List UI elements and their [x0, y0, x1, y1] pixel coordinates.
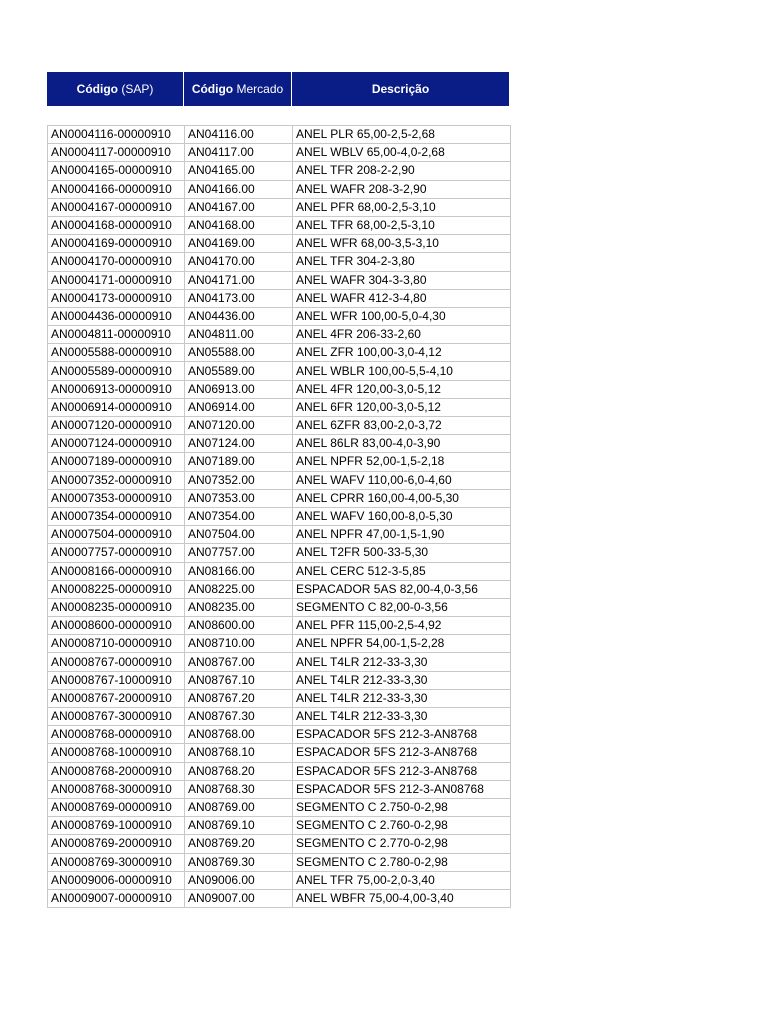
table-header — [47, 72, 509, 106]
cell-codigo-sap: AN0006914-00000910 — [48, 398, 185, 416]
cell-descricao: ANEL WAFV 160,00-8,0-5,30 — [293, 507, 511, 525]
cell-codigo-sap: AN0004116-00000910 — [48, 126, 185, 144]
cell-descricao: ANEL T4LR 212-33-3,30 — [293, 671, 511, 689]
table-row — [48, 398, 511, 416]
cell-codigo-mercado: AN04171.00 — [185, 271, 293, 289]
cell-codigo-mercado: AN08768.20 — [185, 762, 293, 780]
cell-codigo-mercado: AN08768.30 — [185, 780, 293, 798]
cell-codigo-sap: AN0008235-00000910 — [48, 598, 185, 616]
table-row — [48, 889, 511, 907]
cell-codigo-sap: AN0004170-00000910 — [48, 253, 185, 271]
cell-descricao: ANEL TFR 75,00-2,0-3,40 — [293, 871, 511, 889]
cell-codigo-mercado: AN08710.00 — [185, 635, 293, 653]
cell-descricao: ANEL WBLV 65,00-4,0-2,68 — [293, 144, 511, 162]
cell-codigo-mercado: AN08767.00 — [185, 653, 293, 671]
table-row — [48, 144, 511, 162]
cell-descricao: ANEL WFR 68,00-3,5-3,10 — [293, 235, 511, 253]
cell-codigo-mercado: AN08768.10 — [185, 744, 293, 762]
table-row — [48, 708, 511, 726]
cell-descricao: SEGMENTO C 2.780-0-2,98 — [293, 853, 511, 871]
cell-codigo-sap: AN0006913-00000910 — [48, 380, 185, 398]
cell-codigo-sap: AN0009006-00000910 — [48, 871, 185, 889]
cell-codigo-mercado: AN08166.00 — [185, 562, 293, 580]
table-row — [48, 744, 511, 762]
cell-codigo-mercado: AN07354.00 — [185, 507, 293, 525]
table-row — [48, 580, 511, 598]
cell-codigo-sap: AN0008225-00000910 — [48, 580, 185, 598]
cell-codigo-sap: AN0007120-00000910 — [48, 417, 185, 435]
cell-codigo-mercado: AN08769.20 — [185, 835, 293, 853]
cell-codigo-mercado: AN04116.00 — [185, 126, 293, 144]
cell-codigo-mercado: AN08769.10 — [185, 817, 293, 835]
cell-codigo-sap: AN0005588-00000910 — [48, 344, 185, 362]
table-row — [48, 180, 511, 198]
cell-codigo-sap: AN0007353-00000910 — [48, 489, 185, 507]
cell-codigo-mercado: AN04168.00 — [185, 216, 293, 234]
table-row — [48, 507, 511, 525]
cell-codigo-sap: AN0008769-30000910 — [48, 853, 185, 871]
cell-descricao: ANEL NPFR 47,00-1,5-1,90 — [293, 526, 511, 544]
cell-codigo-mercado: AN08769.30 — [185, 853, 293, 871]
cell-codigo-sap: AN0004168-00000910 — [48, 216, 185, 234]
cell-codigo-sap: AN0004117-00000910 — [48, 144, 185, 162]
table-row — [48, 817, 511, 835]
table-row — [48, 453, 511, 471]
cell-descricao: ANEL TFR 304-2-3,80 — [293, 253, 511, 271]
cell-codigo-sap: AN0007124-00000910 — [48, 435, 185, 453]
cell-codigo-mercado: AN08767.30 — [185, 708, 293, 726]
cell-descricao: ESPACADOR 5FS 212-3-AN08768 — [293, 780, 511, 798]
cell-codigo-sap: AN0007757-00000910 — [48, 544, 185, 562]
cell-codigo-mercado: AN08767.10 — [185, 671, 293, 689]
header-descricao: Descrição — [371, 82, 430, 96]
cell-codigo-mercado: AN08767.20 — [185, 689, 293, 707]
table-row — [48, 635, 511, 653]
table-row — [48, 289, 511, 307]
cell-codigo-sap: AN0004169-00000910 — [48, 235, 185, 253]
table-row — [48, 489, 511, 507]
cell-descricao: ANEL T4LR 212-33-3,30 — [293, 653, 511, 671]
cell-codigo-mercado: AN04165.00 — [185, 162, 293, 180]
cell-descricao: ANEL WAFR 304-3-3,80 — [293, 271, 511, 289]
table-row — [48, 216, 511, 234]
cell-codigo-sap: AN0008767-30000910 — [48, 708, 185, 726]
cell-codigo-mercado: AN08600.00 — [185, 617, 293, 635]
cell-codigo-sap: AN0007504-00000910 — [48, 526, 185, 544]
cell-codigo-mercado: AN04173.00 — [185, 289, 293, 307]
cell-codigo-mercado: AN08225.00 — [185, 580, 293, 598]
table-row — [48, 726, 511, 744]
cell-descricao: ANEL ZFR 100,00-3,0-4,12 — [293, 344, 511, 362]
cell-codigo-sap: AN0004173-00000910 — [48, 289, 185, 307]
cell-codigo-sap: AN0005589-00000910 — [48, 362, 185, 380]
cell-descricao: ANEL 86LR 83,00-4,0-3,90 — [293, 435, 511, 453]
cell-descricao: ANEL 6ZFR 83,00-2,0-3,72 — [293, 417, 511, 435]
parts-table-body — [48, 126, 511, 908]
cell-codigo-sap: AN0004171-00000910 — [48, 271, 185, 289]
table-row — [48, 617, 511, 635]
cell-descricao: SEGMENTO C 2.760-0-2,98 — [293, 817, 511, 835]
cell-codigo-mercado: AN07189.00 — [185, 453, 293, 471]
table-row — [48, 344, 511, 362]
cell-codigo-mercado: AN06913.00 — [185, 380, 293, 398]
cell-descricao: ANEL 6FR 120,00-3,0-5,12 — [293, 398, 511, 416]
cell-descricao: ANEL NPFR 52,00-1,5-2,18 — [293, 453, 511, 471]
cell-codigo-sap: AN0007354-00000910 — [48, 507, 185, 525]
cell-descricao: ANEL T2FR 500-33-5,30 — [293, 544, 511, 562]
cell-codigo-mercado: AN06914.00 — [185, 398, 293, 416]
cell-codigo-mercado: AN05589.00 — [185, 362, 293, 380]
cell-descricao: SEGMENTO C 2.750-0-2,98 — [293, 798, 511, 816]
cell-codigo-sap: AN0008768-30000910 — [48, 780, 185, 798]
cell-descricao: ANEL WBLR 100,00-5,5-4,10 — [293, 362, 511, 380]
cell-descricao: ANEL PLR 65,00-2,5-2,68 — [293, 126, 511, 144]
cell-codigo-sap: AN0008768-00000910 — [48, 726, 185, 744]
cell-descricao: ESPACADOR 5FS 212-3-AN8768 — [293, 762, 511, 780]
table-row — [48, 780, 511, 798]
cell-codigo-mercado: AN07352.00 — [185, 471, 293, 489]
cell-descricao: ANEL TFR 208-2-2,90 — [293, 162, 511, 180]
cell-codigo-sap: AN0004811-00000910 — [48, 326, 185, 344]
cell-codigo-sap: AN0008768-10000910 — [48, 744, 185, 762]
table-row — [48, 307, 511, 325]
cell-codigo-sap: AN0008767-00000910 — [48, 653, 185, 671]
cell-descricao: ANEL CERC 512-3-5,85 — [293, 562, 511, 580]
cell-codigo-sap: AN0004436-00000910 — [48, 307, 185, 325]
table-row — [48, 471, 511, 489]
table-row — [48, 235, 511, 253]
cell-codigo-mercado: AN08235.00 — [185, 598, 293, 616]
cell-codigo-sap: AN0004166-00000910 — [48, 180, 185, 198]
table-row — [48, 253, 511, 271]
cell-codigo-sap: AN0008769-10000910 — [48, 817, 185, 835]
table-row — [48, 689, 511, 707]
cell-codigo-mercado: AN05588.00 — [185, 344, 293, 362]
table-row — [48, 671, 511, 689]
table-row — [48, 526, 511, 544]
cell-codigo-sap: AN0008767-20000910 — [48, 689, 185, 707]
cell-descricao: ANEL WAFR 412-3-4,80 — [293, 289, 511, 307]
cell-codigo-mercado: AN04170.00 — [185, 253, 293, 271]
cell-descricao: ANEL PFR 68,00-2,5-3,10 — [293, 198, 511, 216]
cell-codigo-mercado: AN08769.00 — [185, 798, 293, 816]
table-row — [48, 762, 511, 780]
table-row — [48, 271, 511, 289]
cell-codigo-sap: AN0007189-00000910 — [48, 453, 185, 471]
cell-codigo-sap: AN0009007-00000910 — [48, 889, 185, 907]
table-row — [48, 562, 511, 580]
cell-descricao: ANEL PFR 115,00-2,5-4,92 — [293, 617, 511, 635]
table-row — [48, 598, 511, 616]
table-row — [48, 162, 511, 180]
cell-descricao: ESPACADOR 5FS 212-3-AN8768 — [293, 726, 511, 744]
table-row — [48, 362, 511, 380]
cell-codigo-sap: AN0007352-00000910 — [48, 471, 185, 489]
cell-descricao: ANEL CPRR 160,00-4,00-5,30 — [293, 489, 511, 507]
cell-descricao: ESPACADOR 5AS 82,00-4,0-3,56 — [293, 580, 511, 598]
cell-descricao: ESPACADOR 5FS 212-3-AN8768 — [293, 744, 511, 762]
cell-codigo-mercado: AN04169.00 — [185, 235, 293, 253]
table-row — [48, 435, 511, 453]
cell-codigo-mercado: AN04436.00 — [185, 307, 293, 325]
table-row — [48, 126, 511, 144]
cell-descricao: ANEL 4FR 206-33-2,60 — [293, 326, 511, 344]
cell-descricao: ANEL WAFR 208-3-2,90 — [293, 180, 511, 198]
table-row — [48, 798, 511, 816]
cell-codigo-sap: AN0004165-00000910 — [48, 162, 185, 180]
parts-table — [47, 125, 511, 908]
cell-codigo-mercado: AN07124.00 — [185, 435, 293, 453]
table-row — [48, 835, 511, 853]
cell-codigo-mercado: AN09006.00 — [185, 871, 293, 889]
cell-codigo-mercado: AN04167.00 — [185, 198, 293, 216]
cell-codigo-mercado: AN07353.00 — [185, 489, 293, 507]
cell-descricao: SEGMENTO C 82,00-0-3,56 — [293, 598, 511, 616]
cell-codigo-sap: AN0008769-00000910 — [48, 798, 185, 816]
cell-codigo-mercado: AN08768.00 — [185, 726, 293, 744]
header-codigo-sap: Código (SAP) — [47, 72, 184, 106]
cell-descricao: ANEL NPFR 54,00-1,5-2,28 — [293, 635, 511, 653]
cell-codigo-mercado: AN07757.00 — [185, 544, 293, 562]
cell-codigo-mercado: AN07504.00 — [185, 526, 293, 544]
table-row — [48, 653, 511, 671]
cell-codigo-mercado: AN04811.00 — [185, 326, 293, 344]
cell-codigo-mercado: AN04117.00 — [185, 144, 293, 162]
table-row — [48, 853, 511, 871]
table-row — [48, 198, 511, 216]
cell-descricao: ANEL WAFV 110,00-6,0-4,60 — [293, 471, 511, 489]
cell-codigo-sap: AN0008767-10000910 — [48, 671, 185, 689]
table-row — [48, 871, 511, 889]
cell-descricao: ANEL WFR 100,00-5,0-4,30 — [293, 307, 511, 325]
table-row — [48, 326, 511, 344]
cell-codigo-sap: AN0008769-20000910 — [48, 835, 185, 853]
cell-codigo-mercado: AN07120.00 — [185, 417, 293, 435]
cell-codigo-mercado: AN04166.00 — [185, 180, 293, 198]
table-row — [48, 544, 511, 562]
cell-descricao: ANEL 4FR 120,00-3,0-5,12 — [293, 380, 511, 398]
cell-codigo-mercado: AN09007.00 — [185, 889, 293, 907]
cell-codigo-sap: AN0008600-00000910 — [48, 617, 185, 635]
cell-descricao: SEGMENTO C 2.770-0-2,98 — [293, 835, 511, 853]
header-codigo-mercado: Código Mercado — [184, 72, 292, 106]
cell-descricao: ANEL T4LR 212-33-3,30 — [293, 689, 511, 707]
cell-codigo-sap: AN0008768-20000910 — [48, 762, 185, 780]
cell-codigo-sap: AN0004167-00000910 — [48, 198, 185, 216]
cell-codigo-sap: AN0008166-00000910 — [48, 562, 185, 580]
cell-descricao: ANEL WBFR 75,00-4,00-3,40 — [293, 889, 511, 907]
table-row — [48, 380, 511, 398]
cell-descricao: ANEL T4LR 212-33-3,30 — [293, 708, 511, 726]
table-row — [48, 417, 511, 435]
cell-descricao: ANEL TFR 68,00-2,5-3,10 — [293, 216, 511, 234]
cell-codigo-sap: AN0008710-00000910 — [48, 635, 185, 653]
